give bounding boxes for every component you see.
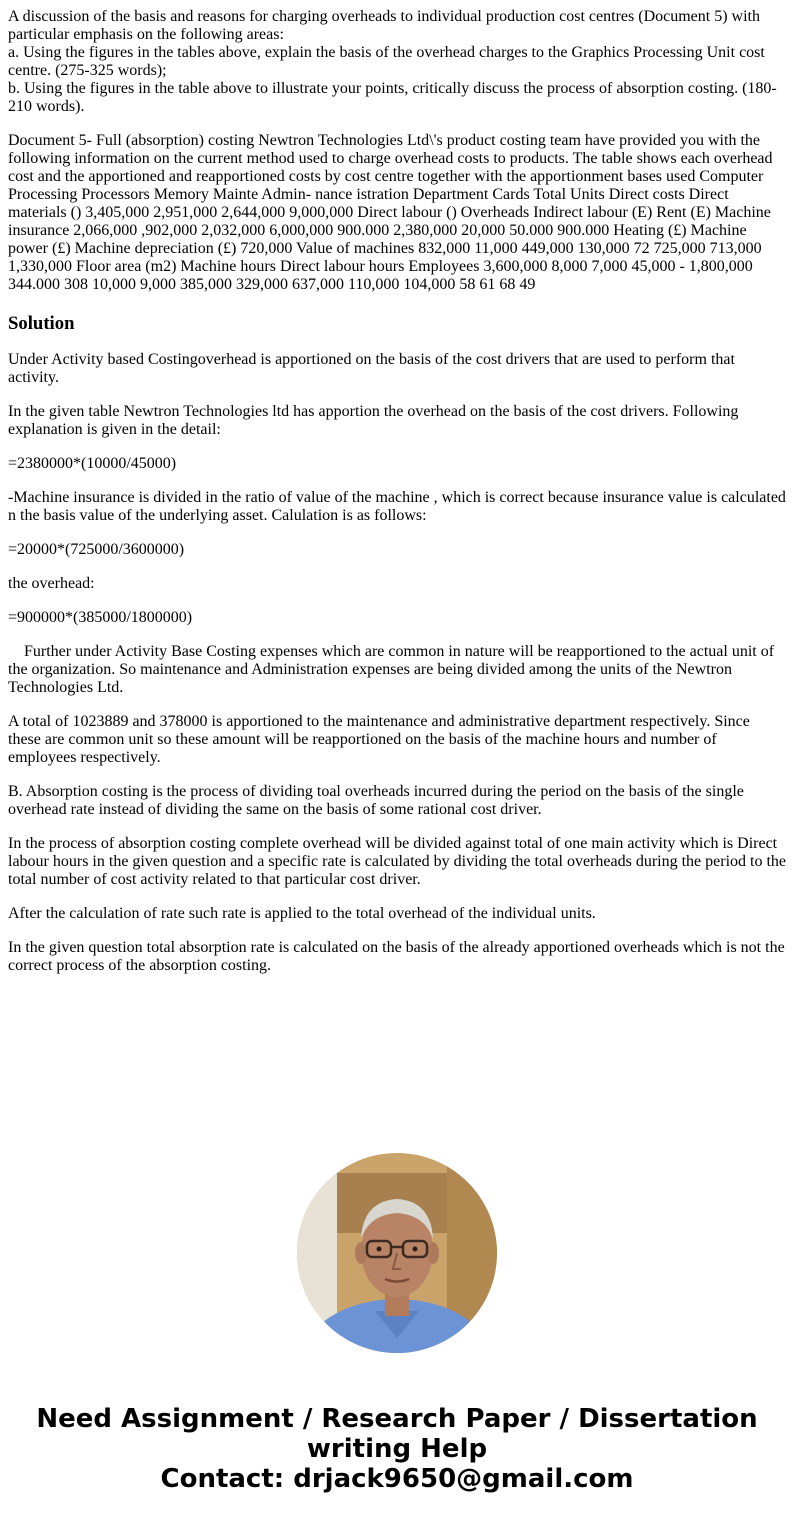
author-avatar	[297, 1153, 497, 1353]
solution-paragraph: A total of 1023889 and 378000 is apportioned to the maintenance and administrative department respectively. Since these are common unit so these amount will be reapportioned on the basis of the machine hours and number of employees respectively.	[8, 713, 750, 766]
footer-line-2: writing Help	[306, 1434, 488, 1464]
question-block	[8, 8, 786, 116]
solution-paragraph: Under Activity based Costingoverhead is apportioned on the basis of the cost drivers that are used to perform that activity.	[8, 351, 735, 386]
question-part-a: a. Using the figures in the tables above, explain the basis of the overhead charges to the Graphics Processing Unit cost centre. (275-325 words);	[8, 44, 765, 79]
solution-paragraph: In the given question total absorption rate is calculated on the basis of the already apportioned overheads which is not the correct process of the absorption costing.	[8, 939, 785, 974]
footer-line-1: Need Assignment / Research Paper / Dissertation	[36, 1404, 758, 1434]
solution-formula: =20000*(725000/3600000)	[8, 541, 185, 558]
contact-banner	[0, 1404, 794, 1494]
solution-paragraph: -Machine insurance is divided in the ratio of value of the machine , which is correct because insurance value is calculated n the basis value of the underlying asset. Calulation is as follows:	[8, 489, 786, 524]
solution-paragraph: B. Absorption costing is the process of dividing toal overheads incurred during the period on the basis of the single overhead rate instead of dividing the same on the basis of some rational cost driver.	[8, 783, 744, 818]
solution-paragraph: After the calculation of rate such rate is applied to the total overhead of the individual units.	[8, 905, 596, 922]
footer-contact: Contact: drjack9650@gmail.com	[160, 1464, 634, 1494]
solution-paragraph: In the process of absorption costing complete overhead will be divided against total of one main activity which is Direct labour hours in the given question and a specific rate is calculated by dividing the total overheads during the period to the total number of cost activity related to that particular cost driver.	[8, 835, 786, 888]
question-part-b: b. Using the figures in the table above to illustrate your points, critically discuss the process of absorption costing. (180-210 words).	[8, 80, 777, 115]
author-portrait	[297, 1153, 497, 1353]
solution-heading: Solution	[8, 313, 75, 334]
solution-paragraph: Further under Activity Base Costing expenses which are common in nature will be reapportioned to the actual unit of the organization. So maintenance and Administration expenses are being divided among the units of the Newtron Technologies Ltd.	[8, 643, 779, 696]
solution-paragraph: the overhead:	[8, 575, 95, 592]
solution-paragraph: In the given table Newtron Technologies ltd has apportion the overhead on the basis of the cost drivers. Following explanation is given in the detail:	[8, 403, 739, 438]
question-intro: A discussion of the basis and reasons for charging overheads to individual production cost centres (Document 5) with particular emphasis on the following areas:	[8, 8, 760, 43]
document-5-text: Document 5- Full (absorption) costing Newtron Technologies Ltd\'s product costing team have provided you with the following information on the current method used to charge overhead costs to products. The table shows each overhead cost and the apportioned and reapportioned costs by cost centre together with the apportionment bases used Computer Processing Processors Memory Mainte Admin- nance istration Department Cards Total Units Direct costs Direct materials () 3,405,000 2,951,000 2,644,000 9,000,000 Direct labour () Overheads Indirect labour (E) Rent (E) Machine insurance 2,066,000 ,902,000 2,032,000 6,000,000 900.000 2,380,000 20,000 50.000 900.000 Heating (£) Machine power (£) Machine depreciation (£) 720,000 Value of machines 832,000 11,000 449,000 130,000 72 725,000 713,000 1,330,000 Floor area (m2) Machine hours Direct labour hours Employees 3,600,000 8,000 7,000 45,000 - 1,800,000 344.000 308 10,000 9,000 385,000 329,000 637,000 110,000 104,000 58 61 68 49	[8, 132, 773, 293]
solution-formula: =2380000*(10000/45000)	[8, 455, 177, 472]
solution-formula: =900000*(385000/1800000)	[8, 609, 193, 626]
